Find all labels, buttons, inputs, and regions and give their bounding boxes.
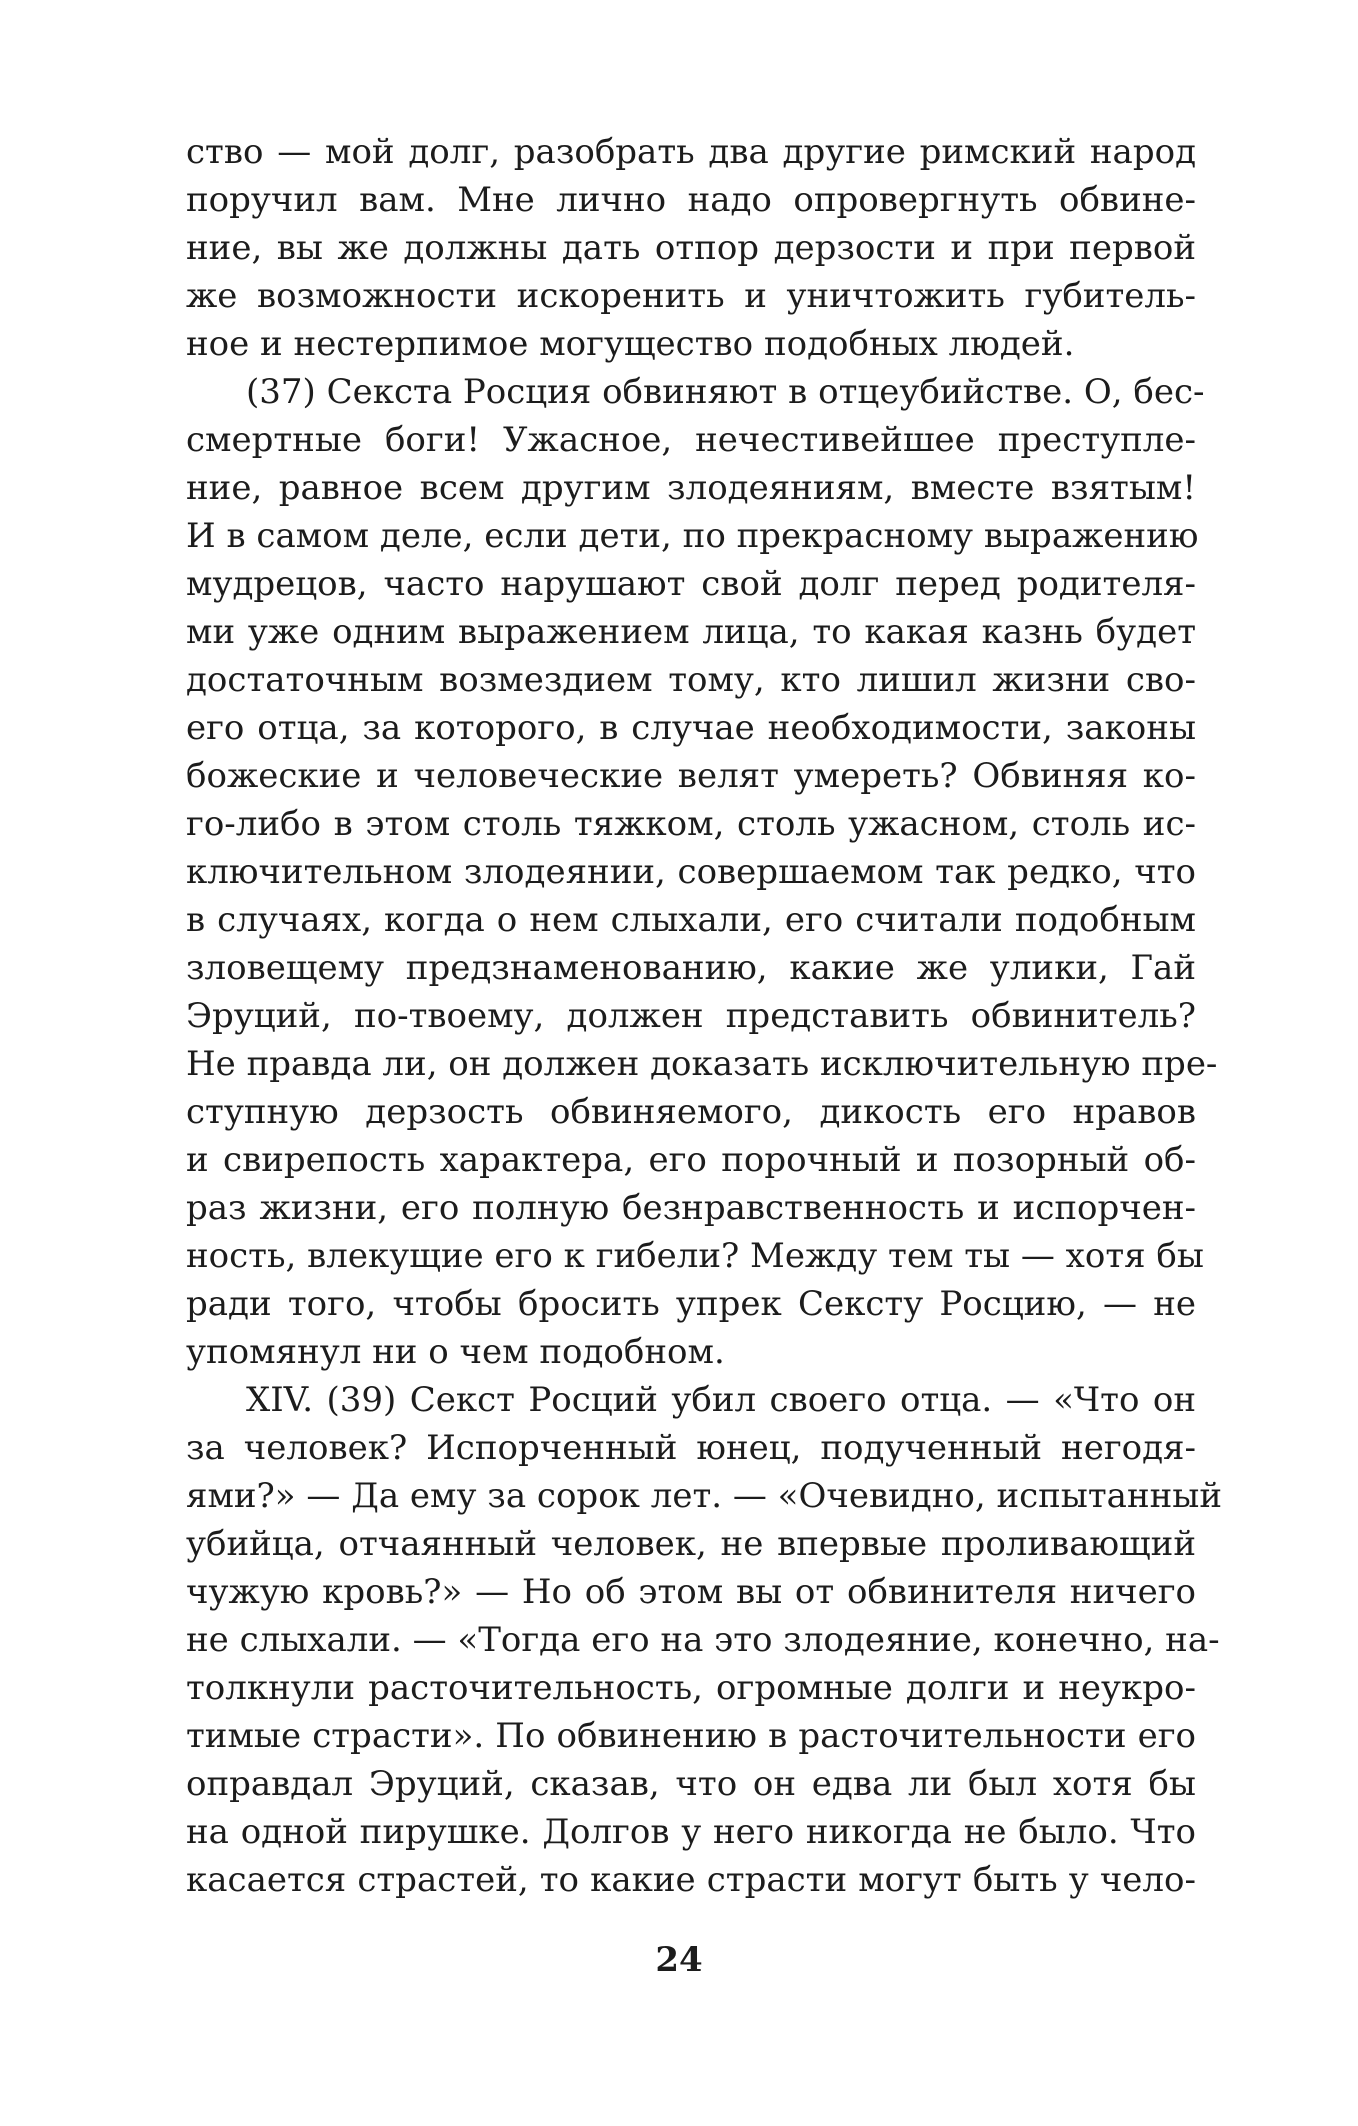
text-line: смертные боги! Ужасное, нечестивейшее преступле- bbox=[186, 420, 1196, 460]
text-line: И в самом деле, если дети, по прекрасному выражению bbox=[186, 516, 1199, 556]
text-line: ради того, чтобы бросить упрек Сексту Росцию, — не bbox=[186, 1284, 1196, 1324]
text-line: чужую кровь?» — Но об этом вы от обвинителя ничего bbox=[186, 1572, 1196, 1612]
paragraph bbox=[186, 368, 1218, 1376]
text-line: же возможности искоренить и уничтожить губитель- bbox=[186, 276, 1196, 316]
text-line: и свирепость характера, его порочный и позорный об- bbox=[186, 1140, 1196, 1180]
text-line: (37) Секста Росция обвиняют в отцеубийстве. О, бес- bbox=[246, 372, 1205, 412]
text-line: XIV. (39) Секст Росций убил своего отца. — «Что он bbox=[246, 1380, 1196, 1420]
text-line: убийца, отчаянный человек, не впервые проливающий bbox=[186, 1524, 1196, 1564]
text-line: ное и нестерпимое могущество подобных людей. bbox=[186, 324, 1075, 364]
paragraph bbox=[186, 1376, 1222, 1904]
text-line: оправдал Эруций, сказав, что он едва ли был хотя бы bbox=[186, 1764, 1196, 1804]
text-line: ми уже одним выражением лица, то какая казнь будет bbox=[186, 612, 1196, 652]
text-line: достаточным возмездием тому, кто лишил жизни сво- bbox=[186, 660, 1196, 700]
text-line: Эруций, по-твоему, должен представить обвинитель? bbox=[186, 996, 1196, 1036]
text-line: божеские и человеческие велят умереть? Обвиняя ко- bbox=[186, 756, 1196, 796]
text-line: за человек? Испорченный юнец, подученный негодя- bbox=[186, 1428, 1196, 1468]
text-line: ключительном злодеянии, совершаемом так редко, что bbox=[186, 852, 1196, 892]
text-line: ние, равное всем другим злодеяниям, вместе взятым! bbox=[186, 468, 1196, 508]
text-line: го-либо в этом столь тяжком, столь ужасном, столь ис- bbox=[186, 804, 1196, 844]
text-line: ство — мой долг, разобрать два другие римский народ bbox=[186, 132, 1196, 172]
text-line: поручил вам. Мне лично надо опровергнуть обвине- bbox=[186, 180, 1196, 220]
text-line: ние, вы же должны дать отпор дерзости и при первой bbox=[186, 228, 1196, 268]
page-number: 24 bbox=[655, 1940, 703, 1980]
text-line: ность, влекущие его к гибели? Между тем ты — хотя бы bbox=[186, 1236, 1204, 1276]
text-line: раз жизни, его полную безнравственность и испорчен- bbox=[186, 1188, 1196, 1228]
text-line: в случаях, когда о нем слыхали, его считали подобным bbox=[186, 900, 1196, 940]
text-line: не слыхали. — «Тогда его на это злодеяние, конечно, на- bbox=[186, 1620, 1220, 1660]
text-line: мудрецов, часто нарушают свой долг перед родителя- bbox=[186, 564, 1196, 604]
text-line: ями?» — Да ему за сорок лет. — «Очевидно, испытанный bbox=[186, 1476, 1222, 1516]
text-line: его отца, за которого, в случае необходимости, законы bbox=[186, 708, 1196, 748]
text-line: тимые страсти». По обвинению в расточительности его bbox=[186, 1716, 1196, 1756]
text-line: зловещему предзнаменованию, какие же улики, Гай bbox=[186, 948, 1196, 988]
text-line: упомянул ни о чем подобном. bbox=[186, 1332, 725, 1372]
text-line: толкнули расточительность, огромные долги и неукро- bbox=[186, 1668, 1196, 1708]
text-line: ступную дерзость обвиняемого, дикость его нравов bbox=[186, 1092, 1196, 1132]
text-line: касается страстей, то какие страсти могут быть у чело- bbox=[186, 1860, 1196, 1900]
text-line: на одной пирушке. Долгов у него никогда не было. Что bbox=[186, 1812, 1196, 1852]
text-line: Не правда ли, он должен доказать исключительную пре- bbox=[186, 1044, 1218, 1084]
paragraph bbox=[186, 128, 1196, 368]
body-text bbox=[186, 128, 1222, 1904]
